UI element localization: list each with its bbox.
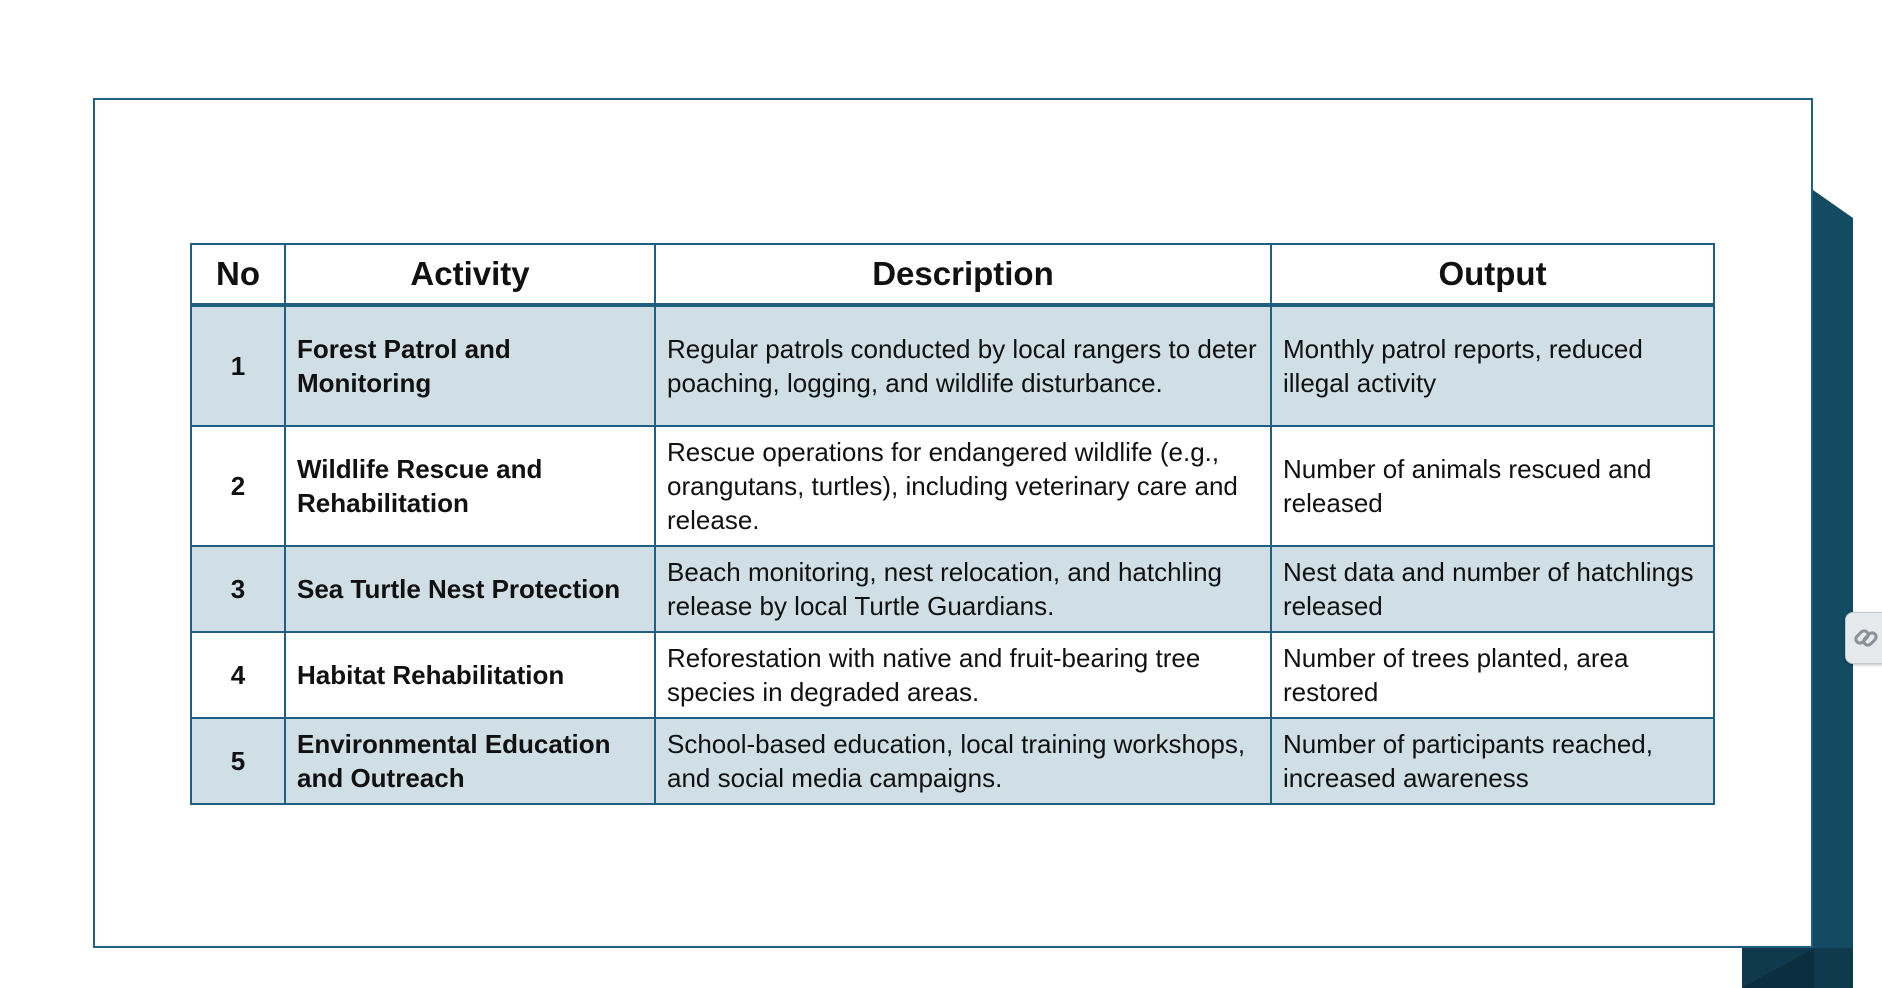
cell-activity: Habitat Rehabilitation bbox=[285, 632, 655, 718]
cell-output: Number of trees planted, area restored bbox=[1271, 632, 1714, 718]
cell-no: 1 bbox=[191, 305, 285, 426]
link-icon bbox=[1852, 624, 1880, 652]
cell-description: Rescue operations for endangered wildlife (e.g., orangutans, turtles), including veterinary care and release. bbox=[655, 426, 1271, 546]
header-description: Description bbox=[655, 244, 1271, 305]
table-row bbox=[191, 426, 1714, 546]
cell-no: 5 bbox=[191, 718, 285, 804]
activity-table-container bbox=[190, 243, 1715, 805]
cell-output: Number of animals rescued and released bbox=[1271, 426, 1714, 546]
cell-activity: Environmental Education and Outreach bbox=[285, 718, 655, 804]
table-row bbox=[191, 718, 1714, 804]
header-activity: Activity bbox=[285, 244, 655, 305]
table-row bbox=[191, 632, 1714, 718]
table-header-row bbox=[191, 244, 1714, 305]
header-no: No bbox=[191, 244, 285, 305]
header-output: Output bbox=[1271, 244, 1714, 305]
table-row bbox=[191, 305, 1714, 426]
cell-description: Beach monitoring, nest relocation, and hatchling release by local Turtle Guardians. bbox=[655, 546, 1271, 632]
cell-activity: Forest Patrol and Monitoring bbox=[285, 305, 655, 426]
activity-table bbox=[190, 243, 1715, 805]
cell-output: Nest data and number of hatchlings released bbox=[1271, 546, 1714, 632]
decorative-side-slab bbox=[1813, 190, 1853, 988]
cell-no: 4 bbox=[191, 632, 285, 718]
cell-description: Reforestation with native and fruit-bearing tree species in degraded areas. bbox=[655, 632, 1271, 718]
side-widget-button[interactable] bbox=[1845, 612, 1882, 664]
cell-output: Monthly patrol reports, reduced illegal activity bbox=[1271, 305, 1714, 426]
table-row bbox=[191, 546, 1714, 632]
cell-description: Regular patrols conducted by local rangers to deter poaching, logging, and wildlife disturbance. bbox=[655, 305, 1271, 426]
cell-no: 3 bbox=[191, 546, 285, 632]
cell-activity: Wildlife Rescue and Rehabilitation bbox=[285, 426, 655, 546]
cell-no: 2 bbox=[191, 426, 285, 546]
cell-output: Number of participants reached, increased awareness bbox=[1271, 718, 1714, 804]
cell-activity: Sea Turtle Nest Protection bbox=[285, 546, 655, 632]
cell-description: School-based education, local training workshops, and social media campaigns. bbox=[655, 718, 1271, 804]
